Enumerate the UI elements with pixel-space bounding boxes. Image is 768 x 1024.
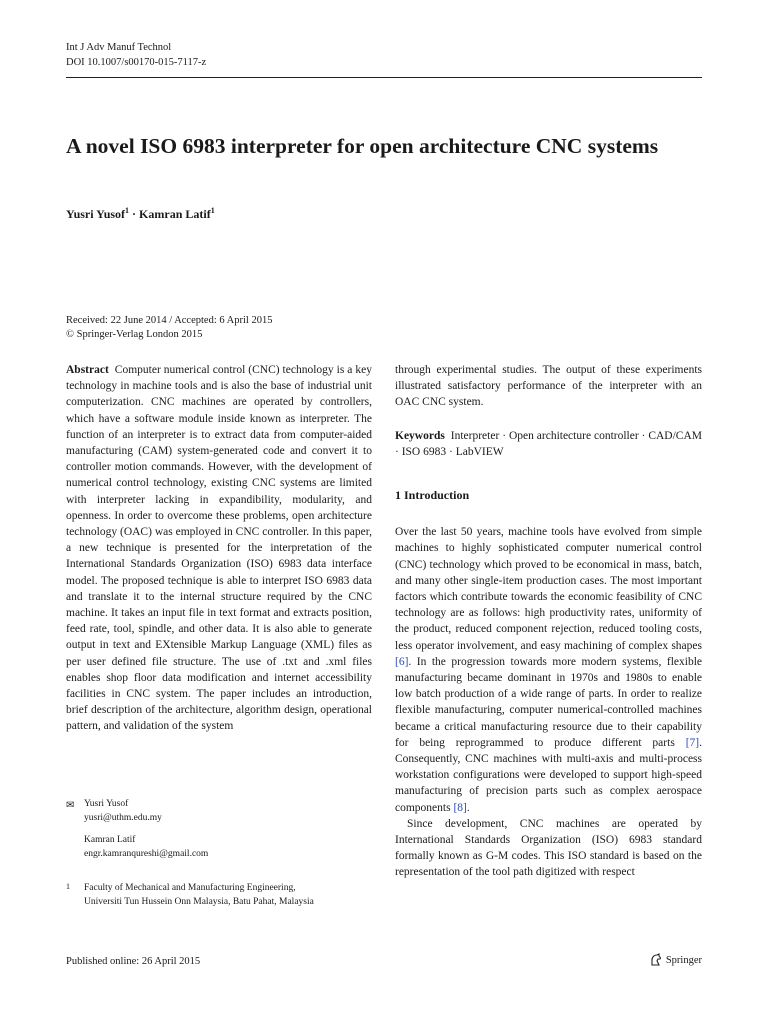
header-divider — [66, 77, 702, 78]
publication-dates — [66, 314, 272, 341]
left-column — [66, 362, 372, 735]
abstract-label: Abstract — [66, 364, 109, 376]
contact-name: Kamran Latif — [84, 835, 136, 845]
intro-text: . — [466, 801, 470, 814]
affiliation-number: 1 — [66, 882, 70, 891]
paper-title: A novel ISO 6983 interpreter for open architecture CNC systems — [66, 134, 659, 158]
abstract-text: Computer numerical control (CNC) technology is a key technology in machine tools and is also the base of industrial unit computerization. CNC machines are operated by controllers, which have a software module inside known as interpreter. The function of an interpreter is to extract data from computer-aided manufacturing (CAM) system-generated code and convert it to controller motion commands. However, with the development of numerical control technology, existing CNC systems are limited with interpreter lacking in expandibility, modularity, and openness. In order to overcome these problems, open architecture technology (OAC) was employed in CNC controller. In this paper, a new technique is presented for the interpretation of the International Standards Organization (ISO) 6983 data interface model. The proposed technique is able to interpret ISO 6983 data and translate it to the internal structure required by the CNC machine. It takes an input file in text format and extracts position, feed rate, tool, spindle, and other data. It is also able to generate output in text and EXtensible Markup Language (XML) files as per user defined file structure. The use of .txt and .xml files enables shop floor data modification and internet accessibility facilities in CNC system. The paper includes an introduction, brief description of the architecture, algorithm design, operational pattern, and validation of the system — [66, 364, 372, 733]
keywords — [395, 428, 702, 460]
keywords-label: Keywords — [395, 429, 445, 442]
corresponding-author-contact — [66, 798, 208, 861]
right-column — [395, 362, 702, 881]
contact-email[interactable]: yusri@uthm.edu.my — [84, 812, 162, 823]
intro-text: . In the progression towards more modern systems, flexible manufacturing became dominant in 1970s and 1980s to enable low batch production of a wide range of parts. In order to realize flexible manufacturing, computer numerical-controlled machines became a critical manufacturing resource due to their capability for being reprogrammed to produce different parts — [395, 655, 702, 749]
intro-text: . Consequently, CNC machines with multi-axis and multi-process workstation configurations were developed to support high-speed manufacturing of precision parts such as complex aerospace components — [395, 736, 702, 814]
envelope-icon: ✉ — [66, 800, 75, 811]
doi[interactable]: DOI 10.1007/s00170-015-7117-z — [66, 57, 207, 68]
abstract-continuation: through experimental studies. The output of these experiments illustrated satisfactory performance of the interpreter with an OAC CNC system. — [395, 364, 702, 409]
author-affiliation-mark: 1 — [125, 206, 130, 215]
published-online: Published online: 26 April 2015 — [66, 956, 201, 967]
affiliation-line: Universiti Tun Hussein Onn Malaysia, Batu Pahat, Malaysia — [84, 896, 314, 907]
journal-name: Int J Adv Manuf Technol — [66, 42, 172, 53]
springer-horse-icon — [649, 953, 663, 967]
intro-paragraph-1 — [395, 524, 702, 816]
journal-header — [66, 40, 206, 70]
author-name: Kamran Latif — [139, 207, 211, 221]
citation-link[interactable]: [8] — [453, 801, 467, 814]
affiliation — [66, 882, 314, 909]
intro-paragraph-2: Since development, CNC machines are operated by International Standards Organization (ISO) 6983 standard formally known as G-M codes. This ISO standard is based on the representation of the tool path digitized with respect — [395, 817, 702, 879]
citation-link[interactable]: [6] — [395, 655, 409, 668]
author-name: Yusri Yusof — [66, 207, 126, 221]
received-accepted: Received: 22 June 2014 / Accepted: 6 April 2015 — [66, 315, 273, 326]
publisher-name: Springer — [665, 954, 702, 966]
publisher-logo — [649, 953, 702, 967]
keywords-text: Interpreter · Open architecture controller · CAD/CAM · ISO 6983 · LabVIEW — [395, 429, 703, 458]
citation-link[interactable]: [7] — [685, 736, 700, 749]
contact-name: Yusri Yusof — [84, 799, 129, 809]
copyright: © Springer-Verlag London 2015 — [66, 328, 203, 340]
contact-email[interactable]: engr.kamranqureshi@gmail.com — [84, 848, 209, 859]
author-separator: · — [129, 207, 140, 221]
intro-text: Over the last 50 years, machine tools have evolved from simple machines to highly sophisticated computer numerical control (CNC) technology which proved to be economical in mass, batch, and many other single-item production cases. The most important factors which contribute towards the economic feasibility of CNC technology are as follows: high productivity rates, uniformity of the product, reduced component rejection, reduced tooling costs, less operator involvement, and easy machining of complex shapes — [395, 526, 702, 652]
section-heading-introduction: 1 Introduction — [395, 488, 470, 503]
author-list — [66, 206, 215, 222]
abstract — [66, 362, 372, 735]
affiliation-line: Faculty of Mechanical and Manufacturing Engineering, — [84, 883, 296, 893]
author-affiliation-mark: 1 — [210, 206, 215, 215]
